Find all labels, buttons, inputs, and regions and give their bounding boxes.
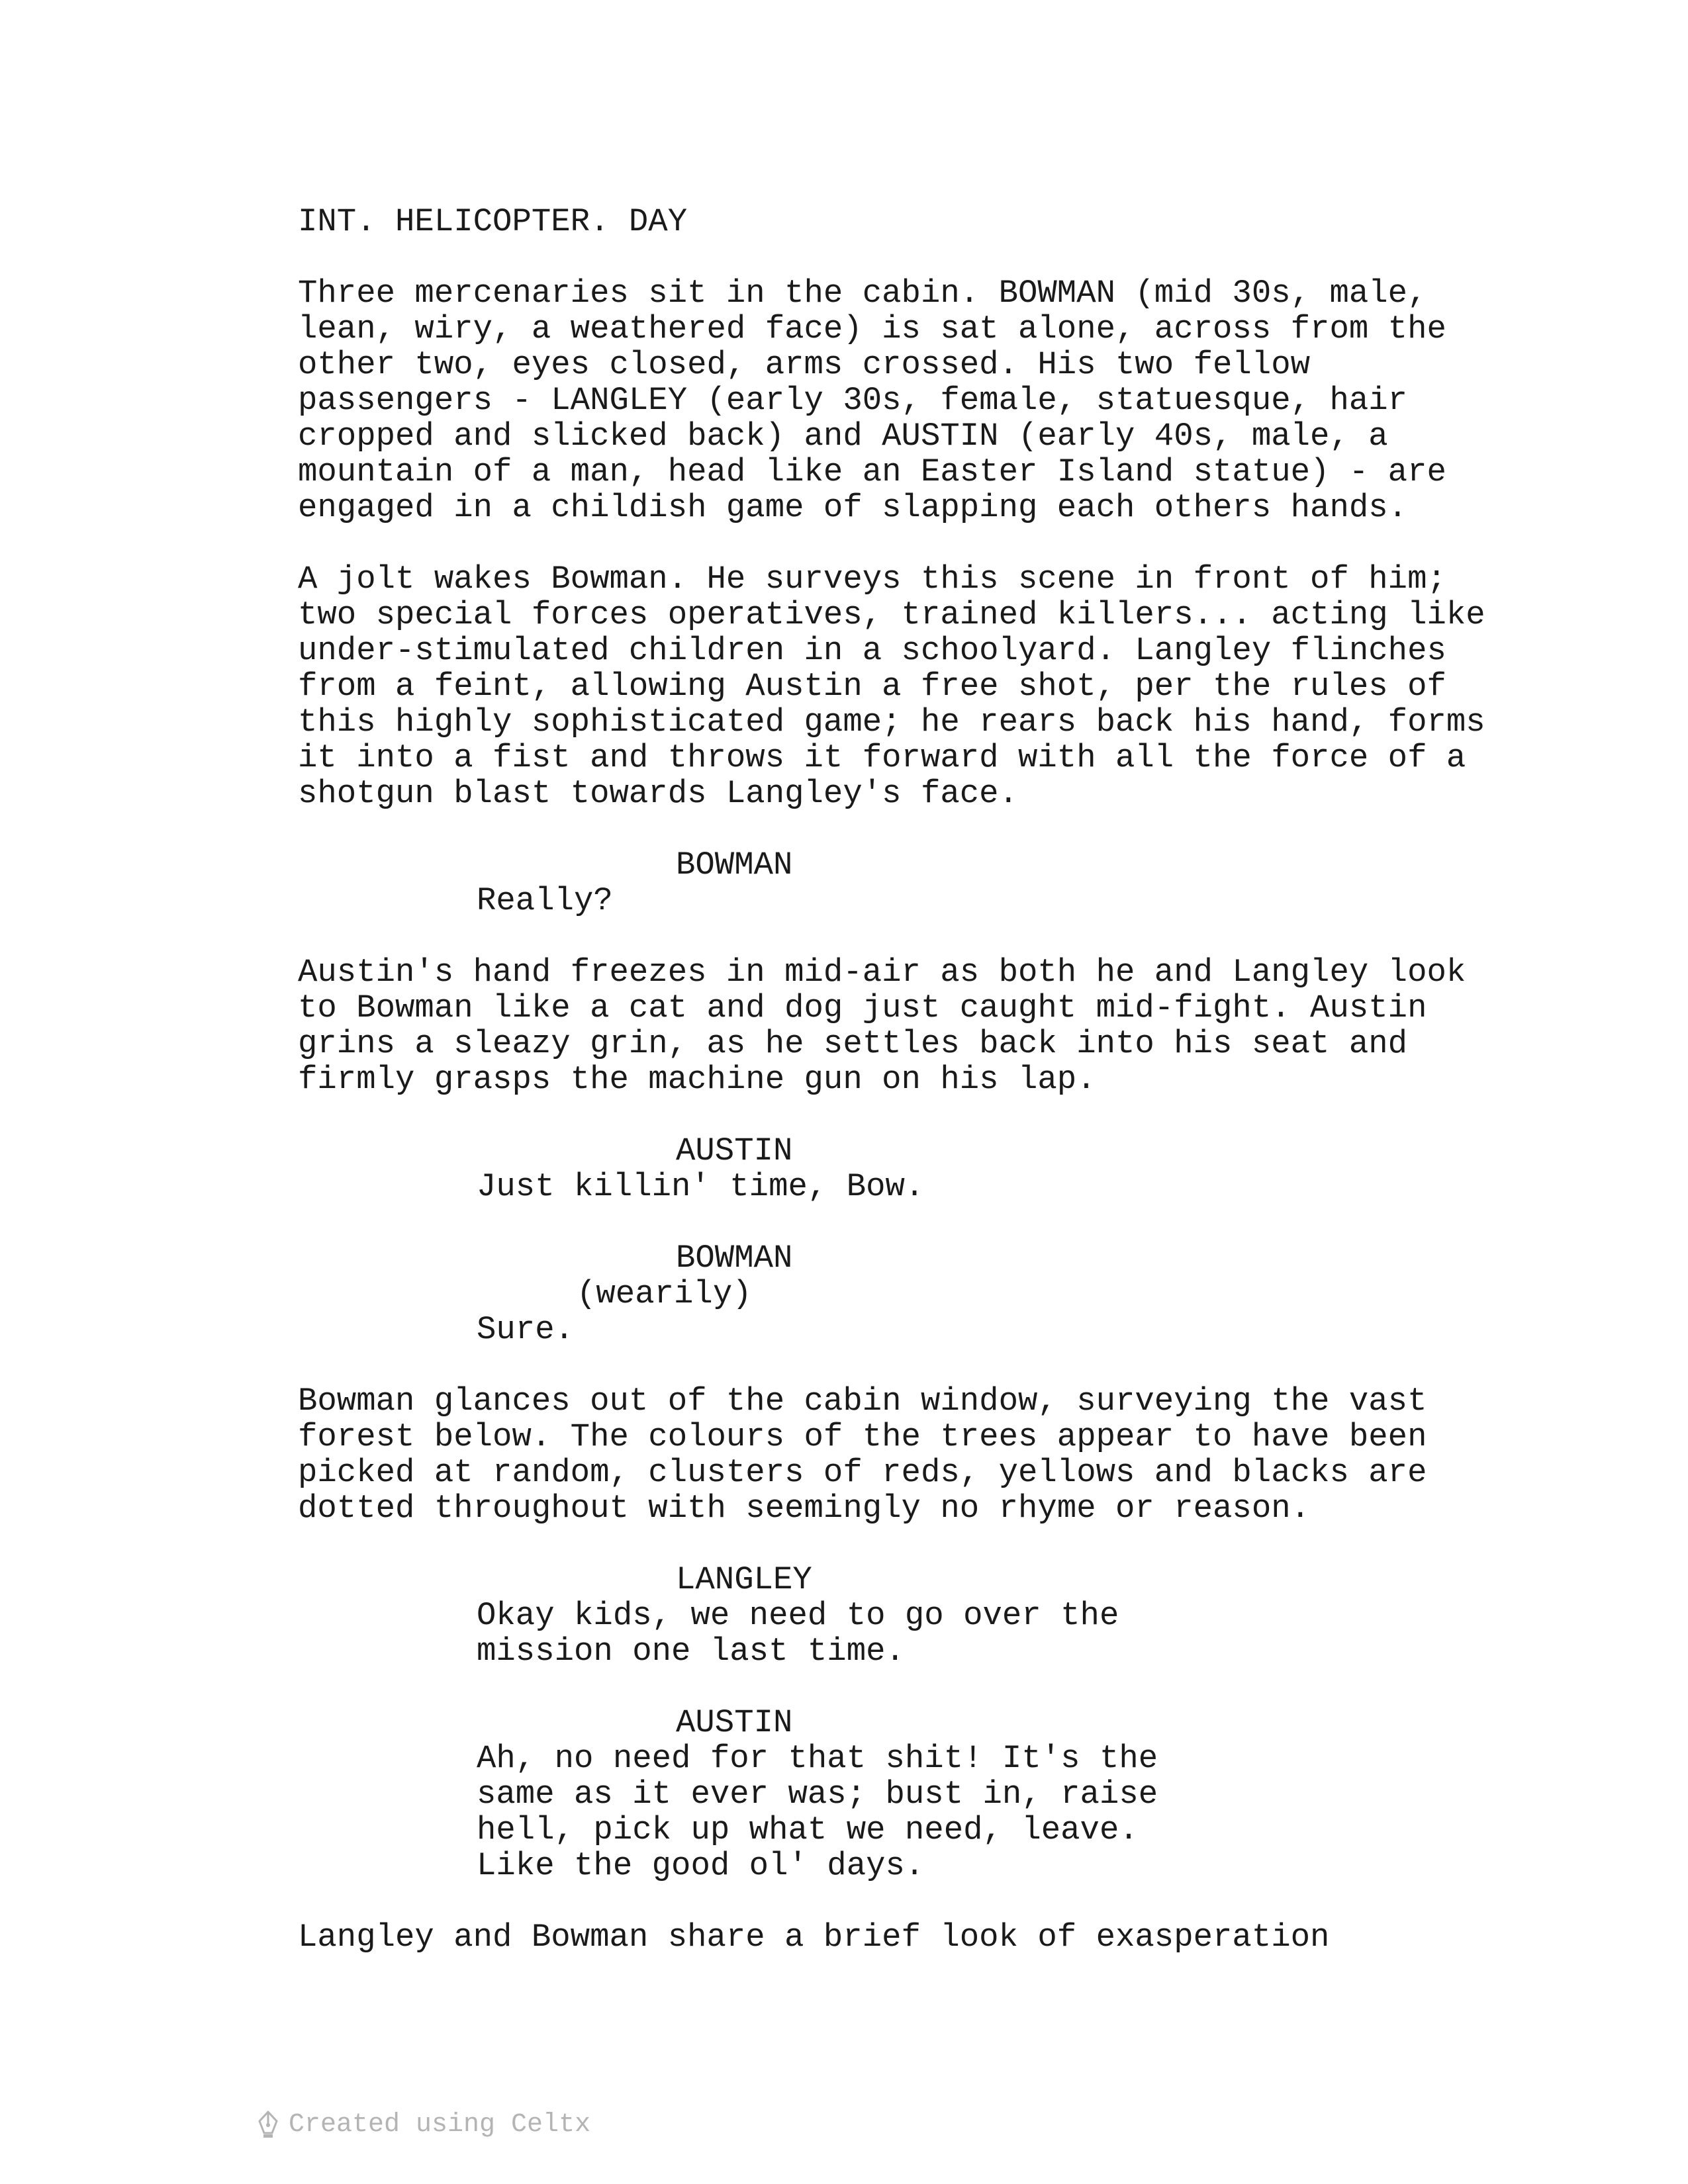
action-line: grins a sleazy grin, as he settles back into his seat and bbox=[298, 1025, 1408, 1062]
dialogue-line: same as it ever was; bust in, raise bbox=[477, 1776, 1158, 1813]
block-spacer bbox=[298, 1205, 1556, 1240]
block-spacer bbox=[298, 525, 1556, 561]
action-line: picked at random, clusters of reds, yellows and blacks are bbox=[298, 1454, 1427, 1491]
action-line: mountain of a man, head like an Easter Island statue) - are bbox=[298, 453, 1446, 490]
block-spacer bbox=[298, 811, 1556, 847]
dialogue-line: hell, pick up what we need, leave. bbox=[477, 1811, 1139, 1848]
dialogue-line: Really? bbox=[477, 882, 613, 919]
character-name: BOWMAN bbox=[676, 846, 793, 884]
action-line: two special forces operatives, trained killers... acting like bbox=[298, 596, 1485, 633]
action-line: this highly sophisticated game; he rears back his hand, forms bbox=[298, 704, 1485, 741]
action-line: firmly grasps the machine gun on his lap. bbox=[298, 1061, 1096, 1098]
action-line: passengers - LANGLEY (early 30s, female, statuesque, hair bbox=[298, 382, 1408, 419]
parenthetical: (wearily) bbox=[577, 1275, 752, 1312]
block-spacer bbox=[298, 919, 1556, 954]
dialogue-line: Sure. bbox=[477, 1311, 575, 1348]
action-line: lean, wiry, a weathered face) is sat alone, across from the bbox=[298, 310, 1446, 347]
action-line: from a feint, allowing Austin a free shot, per the rules of bbox=[298, 668, 1446, 705]
block-spacer bbox=[298, 1526, 1556, 1562]
block-spacer bbox=[298, 1669, 1556, 1705]
footer-watermark bbox=[257, 2110, 590, 2140]
action-line: A jolt wakes Bowman. He surveys this scene in front of him; bbox=[298, 561, 1446, 598]
footer-text: Created using Celtx bbox=[289, 2110, 591, 2140]
action-line: Three mercenaries sit in the cabin. BOWMAN (mid 30s, male, bbox=[298, 275, 1427, 312]
dialogue-line: Just killin' time, Bow. bbox=[477, 1168, 925, 1205]
action-line: to Bowman like a cat and dog just caught mid-fight. Austin bbox=[298, 989, 1427, 1026]
action-line: dotted throughout with seemingly no rhyme or reason. bbox=[298, 1490, 1311, 1527]
character-name: AUSTIN bbox=[676, 1132, 793, 1169]
block-spacer bbox=[298, 1884, 1556, 1919]
action-line: shotgun blast towards Langley's face. bbox=[298, 775, 1018, 812]
block-spacer bbox=[298, 1347, 1556, 1383]
character-name: AUSTIN bbox=[676, 1704, 793, 1741]
action-line: other two, eyes closed, arms crossed. His two fellow bbox=[298, 346, 1311, 383]
dialogue-line: mission one last time. bbox=[477, 1633, 905, 1670]
dialogue-line: Ah, no need for that shit! It's the bbox=[477, 1740, 1158, 1777]
block-spacer bbox=[298, 240, 1556, 275]
block-spacer bbox=[298, 1097, 1556, 1133]
character-name: LANGLEY bbox=[676, 1561, 812, 1598]
character-name: BOWMAN bbox=[676, 1240, 793, 1277]
action-line: it into a fist and throws it forward with all the force of a bbox=[298, 739, 1466, 776]
action-line: Austin's hand freezes in mid-air as both he and Langley look bbox=[298, 954, 1466, 991]
scene-heading: INT. HELICOPTER. DAY bbox=[298, 203, 688, 240]
action-line: under-stimulated children in a schoolyard. Langley flinches bbox=[298, 632, 1446, 669]
dialogue-line: Okay kids, we need to go over the bbox=[477, 1597, 1119, 1634]
screenplay-body bbox=[298, 204, 1556, 1955]
dialogue-line: Like the good ol' days. bbox=[477, 1847, 925, 1884]
action-line: forest below. The colours of the trees appear to have been bbox=[298, 1418, 1427, 1455]
action-line: cropped and slicked back) and AUSTIN (early 40s, male, a bbox=[298, 418, 1388, 455]
action-line: Langley and Bowman share a brief look of exasperation bbox=[298, 1919, 1330, 1956]
action-line: Bowman glances out of the cabin window, surveying the vast bbox=[298, 1383, 1427, 1420]
pen-nib-icon bbox=[257, 2111, 279, 2140]
action-line: engaged in a childish game of slapping each others hands. bbox=[298, 489, 1408, 526]
